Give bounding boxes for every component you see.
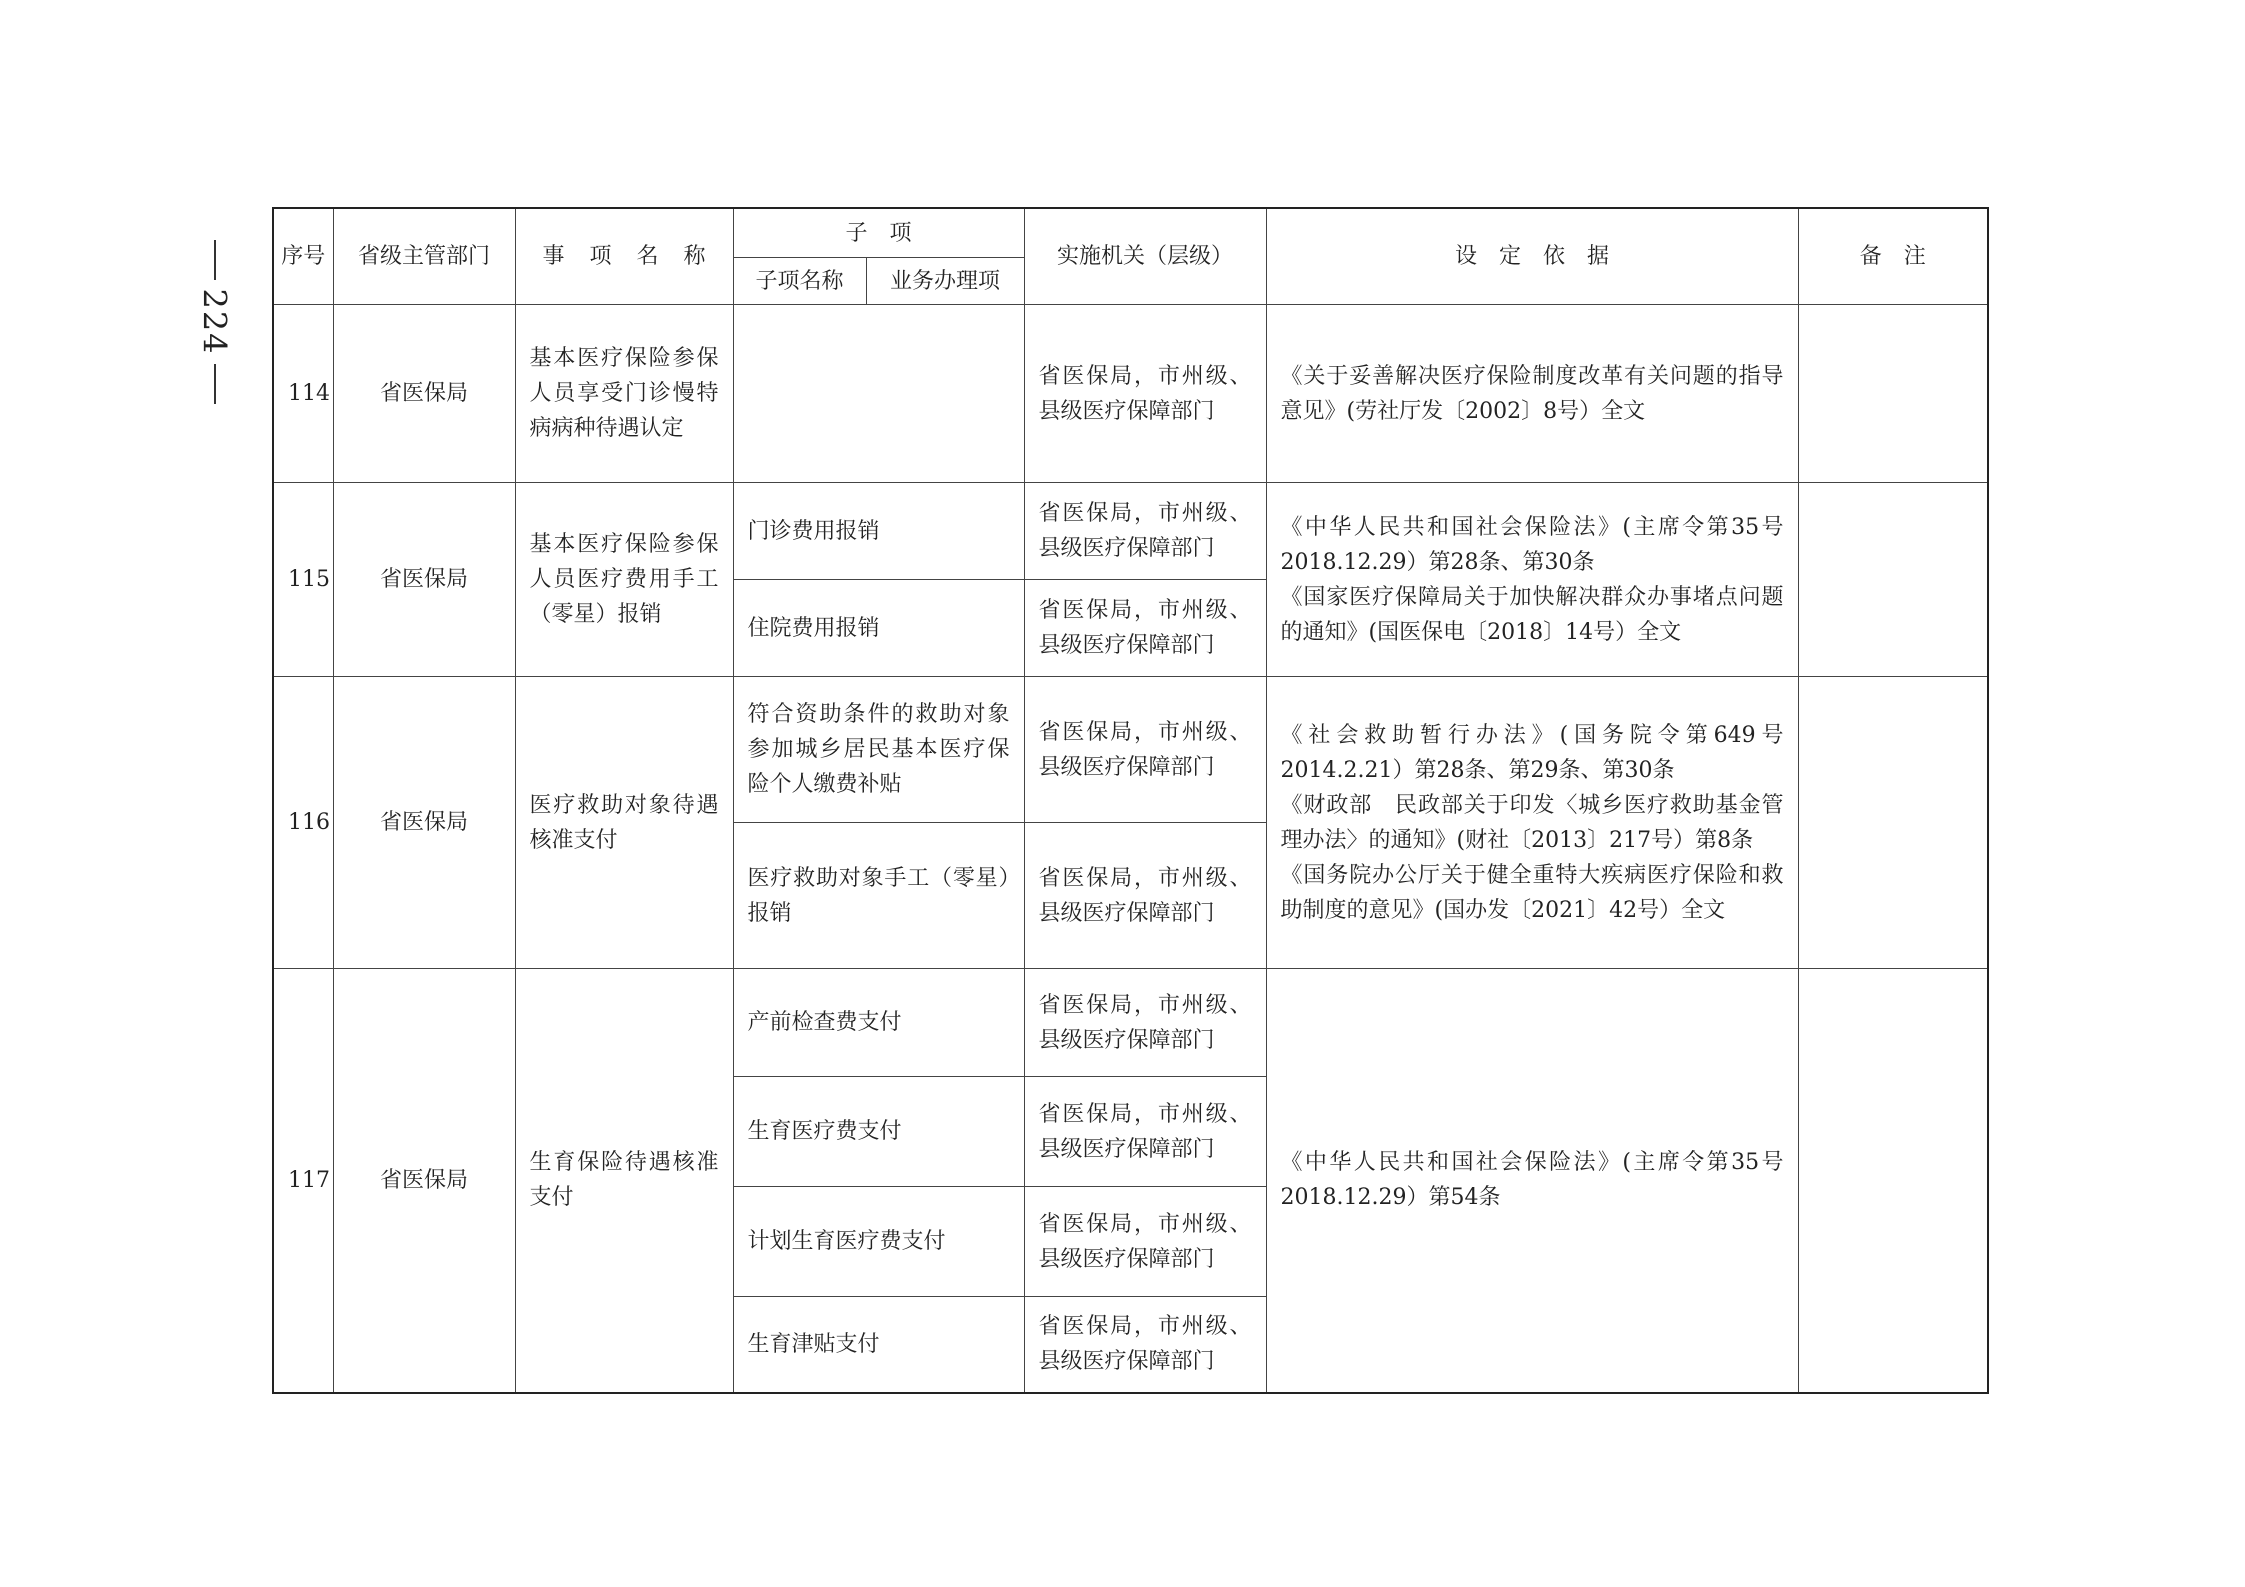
- table-body: [273, 305, 1988, 1393]
- dept-cell: 省医保局: [333, 483, 515, 677]
- subitem-name-cell: [733, 305, 1024, 483]
- item-name-cell: 医疗救助对象待遇核准支付: [515, 677, 733, 969]
- header-business: 业务办理项: [866, 258, 1024, 305]
- seq-cell: 115: [273, 483, 333, 677]
- agency-cell: 省医保局，市州级、县级医疗保障部门: [1024, 677, 1266, 823]
- subitem-name-cell: 产前检查费支付: [733, 969, 1024, 1077]
- table-row: [273, 969, 1988, 1077]
- agency-cell: 省医保局，市州级、县级医疗保障部门: [1024, 1297, 1266, 1393]
- notes-cell: [1798, 305, 1988, 483]
- item-name-cell: 基本医疗保险参保人员享受门诊慢特病病种待遇认定: [515, 305, 733, 483]
- header-basis: 设 定 依 据: [1266, 208, 1798, 305]
- page-number-text: 224: [196, 288, 235, 356]
- basis-cell: [1266, 969, 1798, 1393]
- subitem-name-cell: 生育医疗费支付: [733, 1077, 1024, 1187]
- header-subitem: 子 项: [733, 208, 1024, 258]
- basis-cell: [1266, 305, 1798, 483]
- agency-cell: 省医保局，市州级、县级医疗保障部门: [1024, 1077, 1266, 1187]
- seq-cell: 116: [273, 677, 333, 969]
- subitem-name-cell: 符合资助条件的救助对象参加城乡居民基本医疗保险个人缴费补贴: [733, 677, 1024, 823]
- table-row: [273, 483, 1988, 580]
- page-number-dash-bottom: [214, 364, 216, 404]
- agency-cell: 省医保局，市州级、县级医疗保障部门: [1024, 305, 1266, 483]
- agency-cell: 省医保局，市州级、县级医疗保障部门: [1024, 969, 1266, 1077]
- subitem-name-cell: 医疗救助对象手工（零星）报销: [733, 823, 1024, 969]
- header-seq: 序号: [273, 208, 333, 305]
- header-agency: 实施机关（层级）: [1024, 208, 1266, 305]
- notes-cell: [1798, 483, 1988, 677]
- header-subitem-name: 子项名称: [733, 258, 866, 305]
- basis-line: 《中华人民共和国社会保险法》(主席令第35号 2018.12.29）第28条、第30条: [1280, 514, 1784, 575]
- page-number-dash-top: [214, 240, 216, 280]
- header-item-name: 事 项 名 称: [515, 208, 733, 305]
- seq-cell: 117: [273, 969, 333, 1393]
- dept-cell: 省医保局: [333, 305, 515, 483]
- subitem-name-cell: 生育津贴支付: [733, 1297, 1024, 1393]
- subitem-name-cell: 门诊费用报销: [733, 483, 1024, 580]
- basis-cell: [1266, 677, 1798, 969]
- page-number: [190, 240, 240, 420]
- header-dept: 省级主管部门: [333, 208, 515, 305]
- basis-line: 《中华人民共和国社会保险法》(主席令第35号 2018.12.29）第54条: [1280, 1150, 1784, 1211]
- basis-line: 《社会救助暂行办法》(国务院令第649号 2014.2.21）第28条、第29条、第30条: [1280, 722, 1784, 783]
- table-header: [273, 208, 1988, 305]
- agency-cell: 省医保局，市州级、县级医疗保障部门: [1024, 823, 1266, 969]
- item-name-cell: 生育保险待遇核准支付: [515, 969, 733, 1393]
- notes-cell: [1798, 677, 1988, 969]
- table-row: [273, 677, 1988, 823]
- agency-cell: 省医保局，市州级、县级医疗保障部门: [1024, 1187, 1266, 1297]
- item-name-cell: 基本医疗保险参保人员医疗费用手工（零星）报销: [515, 483, 733, 677]
- basis-line: 《国家医疗保障局关于加快解决群众办事堵点问题的通知》(国医保电〔2018〕14号）全文: [1280, 584, 1784, 645]
- subitem-name-cell: 计划生育医疗费支付: [733, 1187, 1024, 1297]
- agency-cell: 省医保局，市州级、县级医疗保障部门: [1024, 580, 1266, 677]
- notes-cell: [1798, 969, 1988, 1393]
- subitem-name-cell: 住院费用报销: [733, 580, 1024, 677]
- seq-cell: 114: [273, 305, 333, 483]
- table-row: [273, 305, 1988, 483]
- basis-cell: [1266, 483, 1798, 677]
- agency-cell: 省医保局，市州级、县级医疗保障部门: [1024, 483, 1266, 580]
- regulation-table: [272, 207, 1989, 1394]
- dept-cell: 省医保局: [333, 677, 515, 969]
- basis-line: 《财政部 民政部关于印发〈城乡医疗救助基金管理办法〉的通知》(财社〔2013〕217号）第8条: [1280, 792, 1784, 853]
- basis-line: 《关于妥善解决医疗保险制度改革有关问题的指导意见》(劳社厅发〔2002〕8号）全文: [1280, 363, 1784, 424]
- basis-line: 《国务院办公厅关于健全重特大疾病医疗保险和救助制度的意见》(国办发〔2021〕42号）全文: [1280, 862, 1784, 923]
- header-notes: 备 注: [1798, 208, 1988, 305]
- dept-cell: 省医保局: [333, 969, 515, 1393]
